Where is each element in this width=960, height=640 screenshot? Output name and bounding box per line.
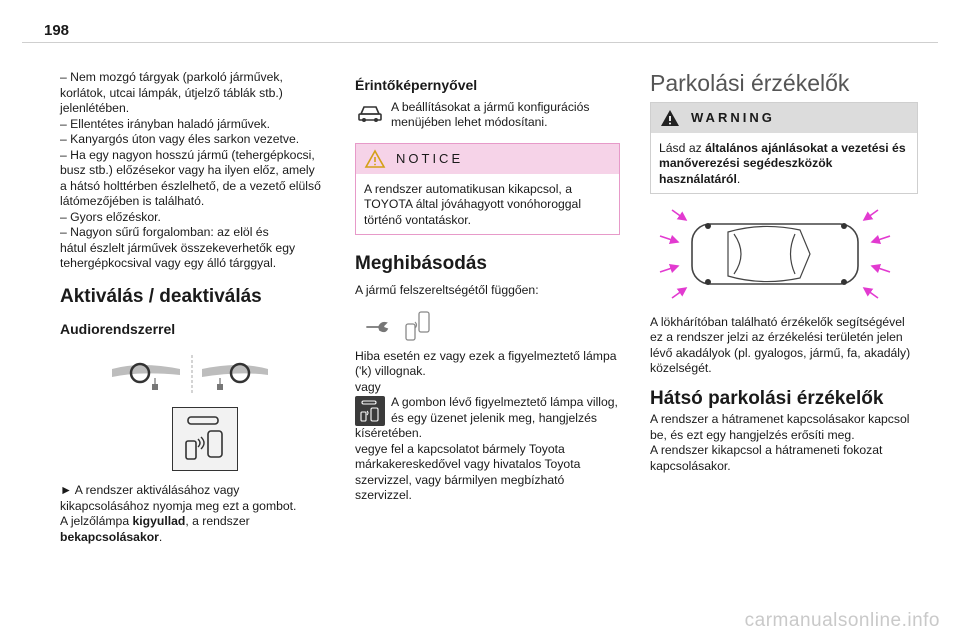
list-line: tehergépkocsival vagy egy álló tárggyal.	[60, 256, 277, 270]
notice-title: NOTICE	[396, 150, 464, 166]
text-bold: használatáról	[659, 171, 737, 186]
text-fragment: Lásd az	[659, 140, 706, 155]
wrench-icon	[365, 319, 389, 333]
section-heading-parking-sensors: Parkolási érzékelők	[650, 70, 850, 96]
text-bold: bekapcsolásakor	[60, 529, 159, 544]
list-line: – Ha egy nagyon hosszú jármű (tehergépkocsi,	[60, 147, 315, 162]
text-line: A rendszer automatikusan kikapcsol, a	[364, 181, 572, 196]
instruction-line	[60, 530, 330, 546]
sensor-description	[650, 315, 918, 377]
column-3	[650, 70, 918, 474]
limitation-list	[60, 70, 330, 272]
rear-sensor-text	[650, 412, 918, 474]
text-bold: manőverezési segédeszközök	[659, 156, 833, 170]
text-line: Hiba esetén ez vagy ezek a figyelmeztető lámpa	[355, 348, 617, 363]
text-line: kíséretében.	[355, 426, 423, 440]
text-line: vagy	[355, 379, 381, 394]
warning-body	[651, 133, 917, 194]
subheading-audio: Audiorendszerrel	[60, 320, 176, 337]
notice-body	[356, 174, 619, 235]
subheading-touchscreen: Érintőképernyővel	[355, 77, 478, 93]
notice-header	[356, 144, 619, 174]
watermark-footer: carmanualsonline.info	[744, 610, 940, 631]
text-line: menüjében lehet módosítani.	[391, 115, 548, 129]
text-line	[659, 172, 911, 188]
warning-title: WARNING	[691, 109, 775, 125]
text-line: márkakereskedővel vagy hivatalos Toyota	[355, 457, 581, 471]
list-line: – Kanyargós úton vagy éles sarkon vezetve.	[60, 132, 300, 146]
text-line: történő vontatáskor.	[364, 212, 472, 227]
text-line: szervizzel.	[355, 488, 412, 502]
warning-header	[651, 103, 917, 133]
list-line: hátul észlelt járművek összekeverhetők egy	[60, 240, 296, 255]
text-line: A gombon lévő figyelmeztető lámpa villog,	[391, 395, 618, 409]
list-line: jelenlétében.	[60, 101, 130, 115]
text-line	[659, 141, 911, 157]
text-line: szervizzel, vagy bármilyen megbízható	[355, 472, 565, 487]
warning-triangle-icon	[659, 108, 681, 128]
text-line: A beállításokat a jármű konfigurációs	[391, 99, 590, 114]
parking-sensor-diagram	[650, 208, 918, 305]
text-bold: kigyullad	[132, 514, 186, 528]
text-line: ('k) villognak.	[355, 364, 426, 378]
text-line: ez a rendszer jelzi az érzékelési területén jelen	[650, 330, 903, 344]
text-line: vegye fel a kapcsolatot bármely Toyota	[355, 441, 565, 456]
text-line: A lökhárítóban található érzékelők segítségével	[650, 314, 905, 329]
list-line: a hátsó holttérben észlelhető, de a vezető elülső	[60, 178, 321, 193]
text-line: A jármű felszereltségétől függően:	[355, 283, 539, 297]
list-line: – Ellentétes irányban haladó járművek.	[60, 116, 271, 131]
text-fragment: A jelzőlámpa	[60, 514, 133, 528]
list-line: – Nem mozgó tárgyak (parkoló járművek,	[60, 70, 283, 84]
blind-spot-button-icon	[355, 396, 385, 426]
text-line: TOYOTA által jóváhagyott vonóhoroggal	[364, 197, 582, 211]
list-line: – Nagyon sűrű forgalomban: az elöl és	[60, 225, 269, 239]
text-line: A rendszer a hátramenet kapcsolásakor kapcsol	[650, 412, 910, 426]
touchscreen-row	[355, 100, 620, 131]
dashboard-buttons-illustration	[110, 351, 270, 397]
touchscreen-text	[391, 100, 590, 131]
fault-text-1	[355, 349, 620, 396]
car-settings-icon	[357, 102, 383, 129]
steering-wheel-icon	[110, 351, 270, 397]
text-line: be, és ezt egy hangjelzés erősíti meg.	[650, 427, 855, 442]
page-number: 198	[44, 22, 70, 39]
column-2	[355, 70, 620, 504]
fault-button-text	[391, 395, 618, 426]
instruction-line	[60, 514, 330, 530]
warning-triangle-icon	[364, 149, 386, 169]
text-fragment: , a rendszer	[185, 514, 250, 528]
list-line: korlátok, utcai lámpák, útjelző táblák stb.)	[60, 85, 283, 100]
warning-box	[650, 102, 918, 195]
text-line: közelségét.	[650, 361, 712, 375]
car-top-view-icon	[650, 208, 900, 300]
blind-spot-indicator-icon	[403, 310, 433, 342]
top-divider	[22, 42, 938, 43]
text-fragment: .	[158, 529, 163, 544]
text-line: A rendszer kikapcsol a hátrameneti fokozat	[650, 443, 883, 457]
fault-icons	[365, 309, 620, 343]
column-1	[60, 70, 330, 545]
notice-box	[355, 143, 620, 236]
text-line: kapcsolásakor.	[650, 458, 731, 473]
text-line: és egy üzenet jelenik meg, hangjelzés	[391, 410, 597, 425]
list-line: busz stb.) előzésekor vagy ha ilyen előz, amely	[60, 163, 315, 177]
text-line: lévő akadályok (pl. gyalogos, jármű, fa, akadály)	[650, 345, 911, 360]
fault-button-row	[355, 395, 620, 426]
list-line: – Gyors előzéskor.	[60, 209, 161, 224]
section-heading-activation: Aktiválás / deaktiválás	[60, 285, 262, 307]
text-fragment: .	[736, 171, 741, 186]
fault-text-2	[355, 426, 620, 504]
section-heading-rear-sensors: Hátsó parkolási érzékelők	[650, 387, 884, 409]
list-line: látómezőjében is található.	[60, 194, 205, 208]
activation-instructions	[60, 483, 330, 545]
blind-spot-button-icon	[172, 407, 238, 471]
instruction-line: kikapcsolásához nyomja meg ezt a gombot.	[60, 498, 297, 513]
section-heading-fault: Meghibásodás	[355, 253, 487, 274]
instruction-line: ► A rendszer aktiválásához vagy	[60, 483, 240, 497]
text-bold: általános ajánlásokat a vezetési és	[705, 140, 906, 155]
